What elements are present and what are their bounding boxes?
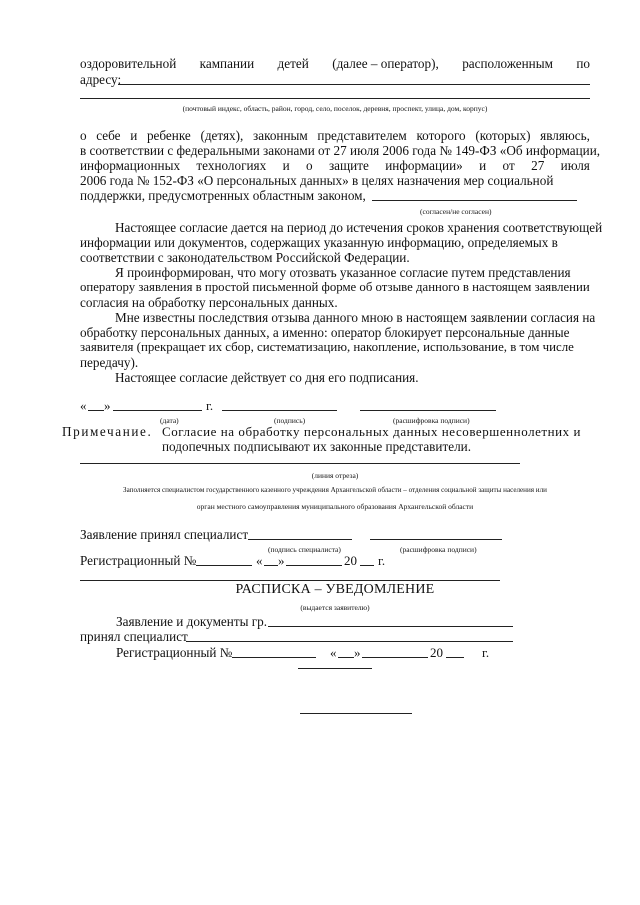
word: являюсь,: [540, 128, 590, 143]
receipt-subtitle: (выдается заявителю): [300, 603, 370, 612]
word: законным: [253, 128, 308, 143]
word: о: [306, 158, 313, 173]
specialist-decode-field[interactable]: [370, 539, 502, 540]
para3-line-4: передачу).: [80, 355, 139, 370]
note-label: Примечание.: [62, 424, 153, 439]
para4: Настоящее согласие действует со дня его подписания.: [115, 370, 419, 385]
receipt-day-field[interactable]: [338, 657, 354, 658]
close-quote: »: [278, 553, 285, 568]
para1-line-3: соответствии с законодательством Российской Федерации.: [80, 250, 410, 265]
open-quote: «: [80, 398, 87, 413]
cut-caption: (линия отреза): [311, 471, 359, 480]
address-field-line-2[interactable]: [80, 98, 590, 99]
specialist-sign-field[interactable]: [248, 539, 352, 540]
word: ребенке: [146, 128, 191, 143]
bottom-line: [300, 713, 412, 714]
word: информационных: [80, 158, 181, 173]
reg-label: Регистрационный №: [80, 553, 197, 568]
agree-field-line[interactable]: [372, 200, 577, 201]
filler-line-2: орган местного самоуправления муниципального образования Архангельской области: [196, 502, 474, 511]
docs-label: Заявление и документы гр.: [116, 614, 268, 629]
close-quote: »: [354, 645, 361, 660]
receipt-year-field[interactable]: [446, 657, 464, 658]
word: (далее – оператор),: [332, 56, 439, 71]
accepted-label: Заявление принял специалист: [80, 527, 249, 542]
word: от: [502, 158, 515, 173]
word: информации»: [385, 158, 463, 173]
agree-caption: (согласен/не согласен): [420, 207, 492, 216]
word: технологиях: [196, 158, 267, 173]
para1-line-1: Настоящее согласие дается на период до истечения сроков хранения соответствующей: [115, 220, 603, 235]
receipt-month-field[interactable]: [362, 657, 428, 658]
address-caption: (почтовый индекс, область, район, город, село, поселок, деревня, проспект, улица, дом, корпус): [182, 104, 488, 113]
date-caption: (дата): [160, 416, 179, 425]
para2-line-2: оператору заявления в простой письменной форме об отзыве данного в настоящем заявлении: [80, 280, 590, 294]
consent-line-1: [80, 128, 590, 143]
reg-day-field[interactable]: [264, 565, 278, 566]
open-quote: «: [330, 645, 337, 660]
address-label: адресу:: [80, 72, 122, 87]
para3-line-1: Мне известны последствия отзыва данного мною в настоящем заявлении согласия на: [115, 310, 596, 325]
word: и: [479, 158, 487, 173]
consent-line-3: [80, 158, 590, 173]
close-quote: »: [104, 398, 111, 413]
open-quote: «: [256, 553, 263, 568]
word: (детях),: [200, 128, 244, 143]
consent-line-2: в соответствии с федеральными законами от 27 июля 2006 года № 149-ФЗ «Об информации,: [80, 143, 601, 158]
consent-line-4: 2006 года № 152-ФЗ «О персональных данных» в целях назначения мер социальной: [80, 173, 554, 188]
word: оздоровительной: [80, 56, 177, 71]
reg-year-suffix: г.: [378, 553, 386, 568]
para1-line-2: информации или документов, содержащих указанную информацию, определяемых в: [80, 235, 558, 250]
para2-line-1: Я проинформирован, что могу отозвать указанное согласие путем представления: [115, 265, 571, 280]
year-suffix: г.: [206, 398, 214, 413]
operator-line: [80, 56, 590, 71]
para2-line-3: согласия на обработку персональных данных.: [80, 295, 338, 310]
para3-line-3: заявителя (прекращает их сбор, систематизацию, накопление, использование, в том числе: [80, 340, 574, 354]
year-prefix: 20: [344, 553, 357, 568]
word: кампании: [199, 56, 255, 71]
note-line-2: подопечных подписывают их законные представители.: [162, 439, 472, 454]
word: защите: [328, 158, 369, 173]
word: которого: [416, 128, 466, 143]
address-field-line[interactable]: [118, 84, 590, 85]
signature-decode-field[interactable]: [360, 410, 496, 411]
word: июля: [560, 158, 590, 173]
word: по: [576, 56, 590, 71]
separator-line: [80, 580, 500, 581]
word: о: [80, 128, 87, 143]
decode-caption: (расшифровка подписи): [393, 416, 470, 425]
note-line-1: Согласие на обработку персональных данных несовершеннолетних и: [162, 424, 582, 439]
short-line: [298, 668, 372, 669]
word: 27: [531, 158, 545, 173]
reg-number-field[interactable]: [196, 565, 252, 566]
word: детей: [277, 56, 309, 71]
receipt-specialist-field[interactable]: [186, 641, 513, 642]
sign-caption: (подпись): [274, 416, 306, 425]
receipt-reg-number-field[interactable]: [232, 657, 316, 658]
reg-year-field[interactable]: [360, 565, 374, 566]
reg-month-field[interactable]: [286, 565, 342, 566]
word: и: [282, 158, 290, 173]
specialist-sign-caption: (подпись специалиста): [268, 545, 341, 554]
para3-line-2: обработку персональных данных, а именно: оператор блокирует персональные данные: [80, 325, 570, 340]
receipt-title: РАСПИСКА – УВЕДОМЛЕНИЕ: [235, 582, 435, 597]
signature-field[interactable]: [222, 410, 337, 411]
receipt-accepted-label: принял специалист: [80, 629, 188, 644]
filler-line-1: Заполняется специалистом государственного казенного учреждения Архангельской области – отделения социальной защиты населения или: [123, 486, 547, 494]
cut-line: [80, 463, 520, 464]
receipt-year-prefix: 20: [430, 645, 443, 660]
receipt-reg-label: Регистрационный №: [116, 645, 233, 660]
specialist-decode-caption: (расшифровка подписи): [400, 545, 477, 554]
month-field[interactable]: [113, 410, 202, 411]
word: (которых): [475, 128, 531, 143]
word: расположенным: [462, 56, 553, 71]
applicant-name-field[interactable]: [268, 626, 513, 627]
day-field[interactable]: [88, 410, 104, 411]
word: и: [130, 128, 138, 143]
receipt-year-suffix: г.: [482, 645, 490, 660]
word: представителем: [317, 128, 407, 143]
consent-line-5: поддержки, предусмотренных областным законом,: [80, 188, 366, 203]
word: себе: [96, 128, 121, 143]
